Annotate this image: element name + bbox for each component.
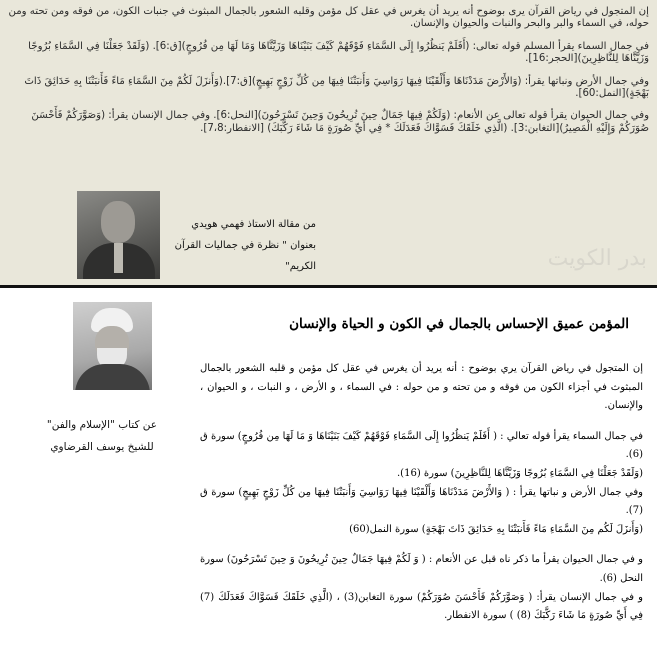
- author-photo-qaradawi: [73, 302, 152, 390]
- top-paragraph: وفي جمال الحيوان يقرأ قوله تعالى عن الأنعام: (وَلَكُمْ فِيهَا جَمَالٌ حِينَ تُرِيحُونَ وَحِينَ تَسْرَحُونَ)[النحل:6]. وفي جمال الإنسان يقرأ: (وَصَوَّرَكُمْ فَأَحْسَنَ صُوَرَكُمْ وَإِلَيْهِ الْمَصِيرُ)[التغابن:3]. (الَّذِي خَلَقَكَ فَسَوَّاكَ فَعَدَلَكَ * فِي أَيِّ صُورَةٍ مَا شَاءَ رَكَّبَكَ) [الانفطار:7،8].: [31, 110, 649, 134]
- bottom-paragraph: إن المتجول في رياض القرآن يري بوضوح : أنه يريد أن يغرس في عقل كل مؤمن و قلبه الشعور بالجمال المبثوث في أجزاء الكون من فوقه و من تحته و من حوله : في السماء ، و الأرض ، و النبات ، و الحيوان ، والإنسان.: [200, 363, 643, 412]
- top-paragraph: وفي جمال الأرض ونباتها يقرأ: (وَالأَرْضَ مَدَدْنَاهَا وَأَلْقَيْنَا فِيهَا رَوَاسِيَ وَأَنبَتْنَا فِيهَا مِن كُلِّ زَوْجٍ بَهِيجٍ)[ق:7].(وَأَنزَلَ لَكُمْ مِنَ السَّمَاءِ مَاءً فَأَنبَتْنَا بِهِ حَدَائِقَ ذَاتَ بَهْجَةٍ)[النمل:60].: [24, 75, 649, 100]
- top-article-text: [6, 6, 649, 145]
- top-paragraph: إن المتجول في رياض القرآن يرى بوضوح أنه يريد أن يغرس في عقل كل مؤمن وقلبه الشعور بالجمال المبثوث في جنبات الكون، من فوقه ومن تحته ومن حوله، في السماء والبر والبحر والنبات والحيوان والإنسان.: [8, 6, 649, 30]
- bottom-source-caption: [32, 414, 172, 458]
- bottom-paragraph: في جمال السماء يقرأ قوله تعالي : ( أَفَلَمْ يَنظُرُوا إِلَى السَّمَاءِ فَوْقَهُمْ كَيْفَ بَنَيْنَاهَا وَ مَا لَهَا مِن فُرُوجٍ) سورة ق (6).: [200, 430, 643, 461]
- author-photo-huwaidi: [77, 191, 160, 279]
- top-caption-line: من مقالة الاستاذ فهمي هويدي: [191, 219, 316, 230]
- watermark: بدر الكويت: [547, 246, 647, 271]
- top-source-caption: [166, 214, 316, 277]
- bottom-article-text: [200, 360, 643, 626]
- article-title: المؤمن عميق الإحساس بالجمال في الكون و الحياة والإنسان: [289, 316, 629, 332]
- top-article-panel: [0, 0, 657, 285]
- top-caption-line: بعنوان " نظرة في جماليات القرآن الكريم": [174, 240, 316, 272]
- bottom-paragraph: (وَلَقَدْ جَعَلْنَا فِي السَّمَاءِ بُرُوجًا وَزَيَّنَّاهَا لِلنَّاظِرِينَ) سورة (16).: [396, 467, 643, 479]
- bottom-paragraph: وفي جمال الأرض و نباتها يقرأ : ( وَالأَرْضَ مَدَدْنَاهَا وَأَلْقَيْنَا فِيهَا رَوَاسِيَ وَأَنبَتْنَا فِيهَا مِن كُلِّ زَوْجٍ بَهِيجٍ) سورة ق (7).: [200, 486, 643, 517]
- bottom-caption-line: عن كتاب "الإسلام والفن": [46, 419, 158, 431]
- bottom-paragraph: (وَأَنزَلَ لَكُم مِنَ السَّمَاءِ مَاءً فَأَنبَتْنَا بِهِ حَدَائِقَ ذَاتَ بَهْجَةٍ) سورة النمل(60): [349, 523, 643, 535]
- top-paragraph: في جمال السماء يقرأ المسلم قوله تعالى: (أَفَلَمْ يَنظُرُوا إِلَى السَّمَاءِ فَوْقَهُمْ كَيْفَ بَنَيْنَاهَا وَزَيَّنَّاهَا وَمَا لَهَا مِن فُرُوجٍ)[ق:6]. (وَلَقَدْ جَعَلْنَا فِي السَّمَاءِ بُرُوجًا وَزَيَّنَّاهَا لِلنَّاظِرِينَ)[الحجر:16].: [28, 40, 649, 65]
- bottom-paragraph: و في جمال الحيوان يقرأ ما ذكر ناه قبل عن الأنعام : ( وَ لَكُمْ فِيهَا جَمَالٌ حِينَ تُرِيحُونَ وَ حِينَ تَسْرَحُونَ) سورة النحل (6).: [200, 554, 643, 584]
- bottom-caption-line: للشيخ يوسف القرضاوي: [50, 441, 154, 453]
- bottom-article-panel: [0, 288, 657, 669]
- bottom-paragraph: و في جمال الإنسان يقرأ: ( وَصَوَّرَكُمْ فَأَحْسَنَ صُوَرَكُمْ) سورة التغابن(3) ، (الَّذِي خَلَقَكَ فَسَوَّاكَ فَعَدَلَكَ (7) فِي أَيِّ صُورَةٍ مَا شَاءَ رَكَّبَكَ (8) ) سورة الانفطار.: [200, 591, 643, 622]
